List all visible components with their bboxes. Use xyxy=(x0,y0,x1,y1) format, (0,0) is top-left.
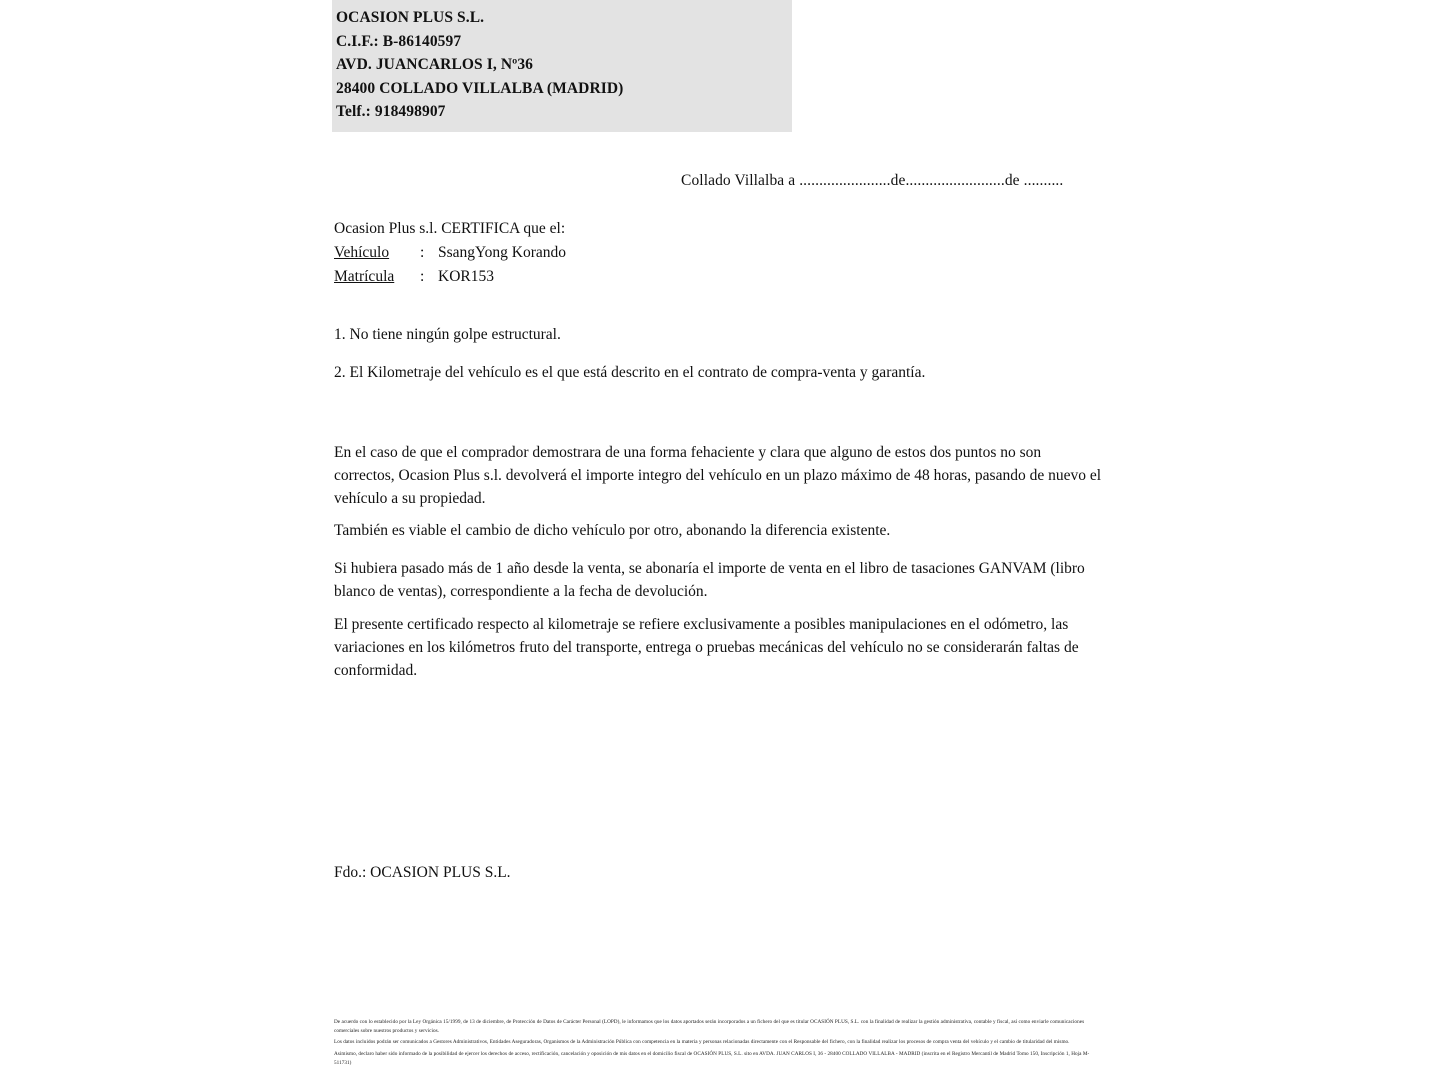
vehicle-separator: : xyxy=(420,244,425,261)
legal-paragraph-2: Los datos incluidos podrán ser comunicados a Gestores Administrativos, Entidades Aseguradoras, Organismos de la Administración Pública con competencia en la materia y personas relacionadas directamente con el Responsable del fichero, con la finalidad realizar los procesos de compra venta del vehículo y el cambio de titularidad del mismo. xyxy=(334,1039,1070,1046)
plate-separator: : xyxy=(420,268,425,285)
vehicle-value: SsangYong Korando xyxy=(438,244,567,261)
paragraph-odometer-scope: El presente certificado respecto al kilometraje se refiere exclusivamente a posibles manipulaciones en el odómetro, las variaciones en los kilómetros fruto del transporte, entrega o pruebas mecánicas del vehículo no se considerarán faltas de conformidad. xyxy=(334,616,1079,679)
vehicle-row xyxy=(334,241,566,265)
company-cif: C.I.F.: B-86140597 xyxy=(336,32,462,50)
letterhead-block xyxy=(332,0,792,132)
certification-block xyxy=(334,217,566,289)
date-line: Collado Villalba a .......................de.........................de .......... xyxy=(681,172,1064,189)
legal-footnote xyxy=(334,1018,1106,1071)
paragraph-refund-terms: En el caso de que el comprador demostrara de una forma fehaciente y clara que alguno de estos dos puntos no son correctos, Ocasion Plus s.l. devolverá el importe integro del vehículo en un plazo máximo de 48 horas, pasando de nuevo el vehículo a su propiedad. xyxy=(334,444,1102,507)
company-city: 28400 COLLADO VILLALBA (MADRID) xyxy=(336,79,624,97)
paragraph-exchange-option: También es viable el cambio de dicho vehículo por otro, abonando la diferencia existente. xyxy=(334,522,891,539)
plate-row xyxy=(334,265,566,289)
point-item-1: 1. No tiene ningún golpe estructural. xyxy=(334,326,561,343)
legal-paragraph-3: Asimismo, declaro haber sido informado de la posibilidad de ejercer los derechos de acceso, rectificación, cancelación y oposición de mis datos en el domicilio fiscal de OCASIÓN PLUS, S.L. sito en AVDA. JUAN CARLOS I, 36 - 28400 COLLADO VILLALBA - MADRID (inscrita en el Registro Mercantil de Madrid Tomo 150, Inscripción 1, Hoja M-511731) xyxy=(334,1051,1090,1066)
plate-value: KOR153 xyxy=(438,268,494,285)
point-item-2: 2. El Kilometraje del vehículo es el que está descrito en el contrato de compra-venta y garantía. xyxy=(334,364,926,381)
paragraph-ganvam-valuation: Si hubiera pasado más de 1 año desde la venta, se abonaría el importe de venta en el libro de tasaciones GANVAM (libro blanco de ventas), correspondiente a la fecha de devolución. xyxy=(334,560,1085,600)
certification-intro: Ocasion Plus s.l. CERTIFICA que el: xyxy=(334,220,566,237)
company-name: OCASION PLUS S.L. xyxy=(336,9,485,26)
company-phone: Telf.: 918498907 xyxy=(336,103,446,120)
legal-paragraph-1: De acuerdo con lo establecido por la Ley Orgánica 15/1999, de 13 de diciembre, de Protección de Datos de Carácter Personal (LOPD), le informamos que los datos aportados serán incorporados a un fichero del que es titular OCASIÓN PLUS, S.L. con la finalidad de realizar la gestión administrativa, contable y fiscal, así como enviarle comunicaciones comerciales sobre nuestros productos y servicios. xyxy=(334,1019,1085,1034)
signature-line: Fdo.: OCASION PLUS S.L. xyxy=(334,864,511,881)
company-address: AVD. JUANCARLOS I, Nº36 xyxy=(336,56,534,73)
plate-label: Matrícula xyxy=(334,268,395,285)
vehicle-label: Vehículo xyxy=(334,244,390,261)
